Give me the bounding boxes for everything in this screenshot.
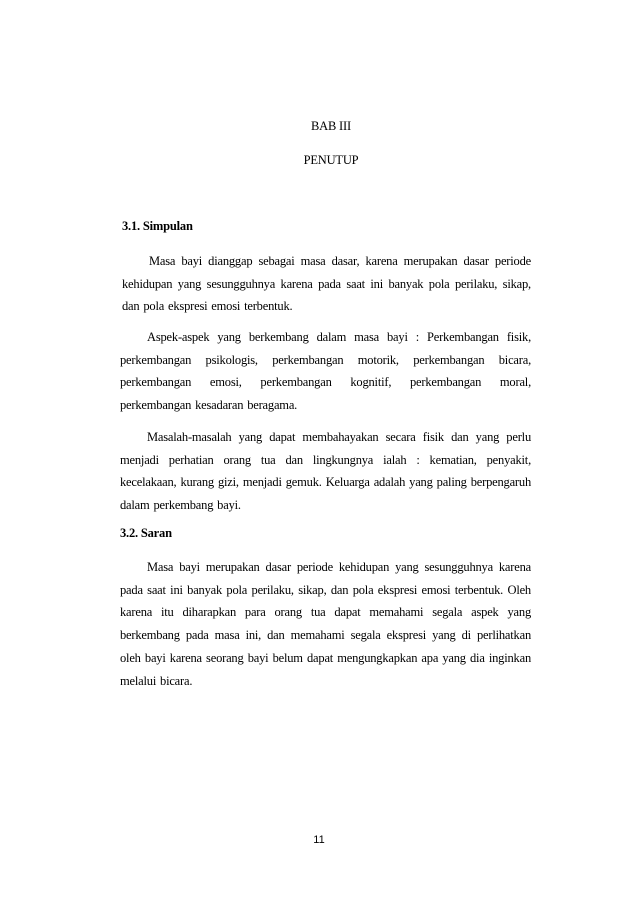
chapter-title: PENUTUP bbox=[303, 153, 359, 167]
section-heading-simpulan: 3.1. Simpulan bbox=[122, 219, 193, 233]
chapter-label: BAB III bbox=[311, 119, 351, 133]
simpulan-paragraph-2: Aspek-aspek yang berkembang dalam masa bayi : Perkembangan fisik, perkembangan psikologis, perkembangan motorik, perkembangan bicara, perkembangan emosi, perkembangan kognitif, perkembangan moral, perkembangan kesadaran beragama. bbox=[120, 330, 531, 413]
section-heading-saran: 3.2. Saran bbox=[120, 526, 172, 540]
simpulan-paragraph-1: Masa bayi dianggap sebagai masa dasar, karena merupakan dasar periode kehidupan yang sesungguhnya karena pada saat ini banyak pola perilaku, sikap, dan pola ekspresi emosi terbentuk. bbox=[122, 254, 531, 314]
page-number: 11 bbox=[313, 834, 325, 846]
simpulan-paragraph-3: Masalah-masalah yang dapat membahayakan secara fisik dan yang perlu menjadi perhatian orang tua dan lingkungnya ialah : kematian, penyakit, kecelakaan, kurang gizi, menjadi gemuk. Keluarga adalah yang paling berpengaruh dalam perkembang bayi. bbox=[120, 430, 531, 513]
saran-paragraph-1: Masa bayi merupakan dasar periode kehidupan yang sesungguhnya karena pada saat ini banyak pola perilaku, sikap, dan pola ekspresi emosi terbentuk. Oleh karena itu diharapkan para orang tua dapat memahami segala aspek yang berkembang pada masa ini, dan memahami segala ekspresi yang di perlihatkan oleh bayi karena seorang bayi belum dapat mengungkapkan apa yang dia inginkan melalui bicara. bbox=[120, 560, 531, 688]
